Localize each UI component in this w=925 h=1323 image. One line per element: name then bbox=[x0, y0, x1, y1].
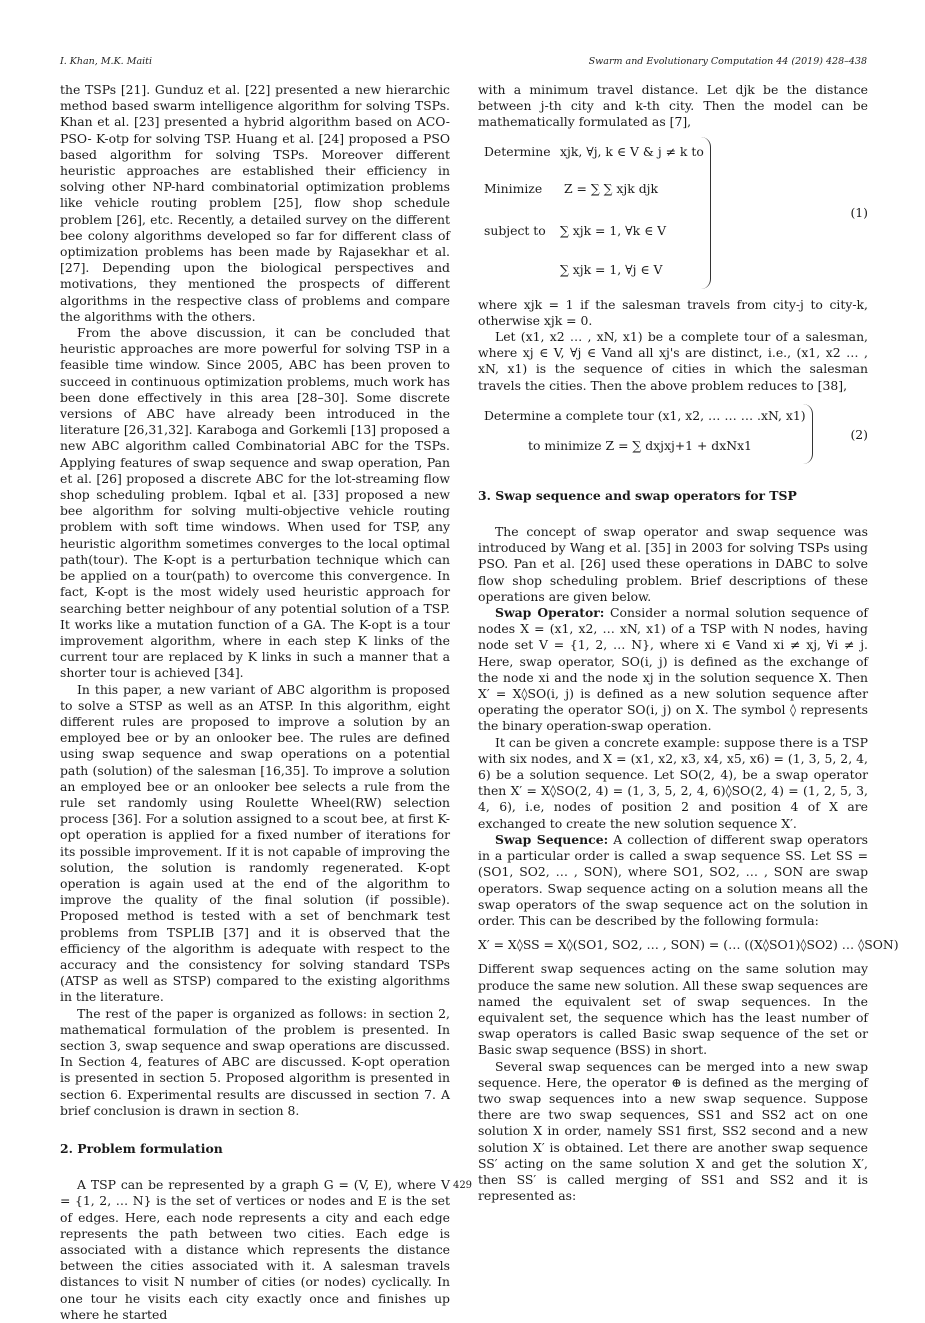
eq1-label: Minimize bbox=[484, 180, 543, 196]
section-heading: 2. Problem formulation bbox=[60, 1141, 223, 1156]
paragraph-text: A collection of different swap operators in a particular order is called a swap sequence SS. Let SS = (SO1, SO2, … , SON), where SO1, SO2, … , SON are swap operators. Swap sequence acting on a solution means all the swap operators of the swap sequence act on the solution in order. This can be described by the following formula: bbox=[478, 831, 868, 928]
eq2-line: to minimize Z = ∑ dxjxj+1 + dxNx1 bbox=[528, 437, 752, 453]
running-header-journal: Swarm and Evolutionary Computation 44 (2019) 428–438 bbox=[588, 56, 867, 67]
equation-number: (2) bbox=[850, 426, 868, 442]
eq1-expr: xjk, ∀j, k ∈ V & j ≠ k to bbox=[560, 143, 704, 159]
eq1-expr: Z = ∑ ∑ xjk djk bbox=[564, 180, 658, 196]
paragraph-text: Consider a normal solution sequence of nodes X = (x1, x2, … xN, x1) of a TSP with N nodes, having node set V = {1, 2, … N}, where xi ∈ Vand xi ≠ xj, ∀i ≠ j. Here, swap operator, SO(i, j) is defined as the exchange of the node xi and the node xj in the solution sequence X. Then X′ = X◊SO(i, j) is defined as a new solution sequence after operating the operator SO(i, j) on X. The symbol ◊ represents the binary operation-swap operation. bbox=[478, 605, 868, 734]
equation-1 bbox=[478, 137, 868, 289]
paragraph: where xjk = 1 if the salesman travels from city-j to city-k, otherwise xjk = 0. bbox=[478, 296, 868, 328]
paragraph: The concept of swap operator and swap sequence was introduced by Wang et al. [35] in 2003 for solving TSPs using PSO. Pan et al. [26] used these operations in DABC to solve flow shop scheduling problem. Brief descriptions of these operations are given below. bbox=[478, 524, 868, 604]
paragraph bbox=[478, 605, 868, 735]
paragraph: with a minimum travel distance. Let djk be the distance between j-th city and k-th city. Then the model can be mathematically formulated as [7], bbox=[478, 82, 868, 130]
paragraph: In this paper, a new variant of ABC algorithm is proposed to solve a STSP as well as an ATSP. In this algorithm, eight different rules are proposed to improve a solution by an employed bee or by an onlooker bee. The rules are defined using swap sequence and swap operations on a potential path (solution) of the salesman [16,35]. To improve a solution an employed bee or an onlooker bee selects a rule from the rule set randomly using Roulette Wheel(RW) selection process [36]. For a solution assigned to a scout bee, at first K-opt operation is applied for a fixed number of iterations for its possible improvement. If it is not capable of improving the solution, the solution is randomly regenerated. K-opt operation is again used at the end of the algorithm to improve the quality of the final solution (if possible). Proposed method is tested with a set of benchmark test problems from TSPLIB [37] and it is observed that the efficiency of the algorithm is adequate with respect to the accuracy and the consistency for solving standard TSPs (ATSP as well as STSP) compared to the existing algorithms in the literature. bbox=[60, 681, 450, 1005]
section-heading: 3. Swap sequence and swap operators for TSP bbox=[478, 487, 797, 503]
page-number: 429 bbox=[452, 1180, 473, 1191]
paragraph: Let (x1, x2 … , xN, x1) be a complete tour of a salesman, where xj ∈ V, ∀j ∈ Vand all xj's are distinct, i.e., (x1, x2 … , xN, x1) is the sequence of cities in which the salesman travels the cities. Then the above problem reduces to [38], bbox=[478, 329, 868, 393]
term-label: Swap Operator: bbox=[495, 605, 605, 621]
display-formula: X′ = X◊SS = X◊(SO1, SO2, … , SON) = (… ((X◊SO1)◊SO2) … ◊SON) bbox=[478, 937, 899, 953]
eq2-line: Determine a complete tour (x1, x2, … … … .xN, x1) bbox=[484, 407, 806, 423]
running-header-authors: I. Khan, M.K. Maiti bbox=[60, 56, 152, 67]
paragraph: the TSPs [21]. Gunduz et al. [22] presented a new hierarchic method based swarm intelligence algorithm for solving TSPs. Khan et al. [23] presented a hybrid algorithm based on ACO- PSO- K-otp for solving TSP. Huang et al. [24] proposed a PSO based algorithm for solving TSPs. Moreover different heuristic approaches are established their efficiency in solving other NP-hard combinatorial optimization problems like vehicle routing problem [25], flow shop schedule problem [26], etc. Recently, a detailed survey on the different bee colony algorithms developed so far for different class of optimization problems has been made by Rajasekhar et al. [27]. Depending upon the biological perspectives and motivations, they mentioned the prospects of different algorithms in the respective class of problems and compare the algorithms with the others. bbox=[60, 82, 450, 324]
paragraph: It can be given a concrete example: suppose there is a TSP with six nodes, and X = (x1, x2, x3, x4, x5, x6) = (1, 3, 5, 2, 4, 6) be a solution sequence. Let SO(2, 4), be a swap operator then X′ = X◊SO(2, 4) = (1, 3, 5, 2, 4, 6)◊SO(2, 4) = (1, 2, 5, 3, 4, 6), i.e, nodes of position 2 and position 4 of X are exchanged to create the new solution sequence X′. bbox=[478, 734, 868, 831]
equation-2 bbox=[478, 404, 868, 466]
paragraph: From the above discussion, it can be concluded that heuristic approaches are more powerful for solving TSP in a feasible time window. Since 2005, ABC has been proven to succeed in continuous optimization problems, much work has been done effectively in this area [28–30]. Some discrete versions of ABC have already been introduced in the literature [26,31,32]. Karaboga and Gorkemli [13] proposed a new ABC algorithm called Combinatorial ABC for the TSPs. Applying features of swap sequence and swap operation, Pan et al. [26] proposed a discrete ABC for the lot-streaming flow shop scheduling problem. Iqbal et al. [33] proposed a new bee algorithm for solving multi-objective vehicle routing problem with soft time windows. When used for TSP, any heuristic algorithm sometimes converges to the local optimal path(tour). The K-opt is a perturbation technique which can be applied on a tour(path) to overcome this convergence. In fact, K-opt is the most widely used heuristic approach for searching better neighbour of any potential solution of a TSP. It works like a mutation function of a GA. The K-opt is a tour improvement algorithm, where in each step K links of the current tour are replaced by K links in such a manner that a shorter tour is achieved [34]. bbox=[60, 325, 450, 681]
term-label: Swap Sequence: bbox=[495, 831, 609, 847]
eq1-expr: ∑ xjk = 1, ∀j ∈ V bbox=[560, 261, 663, 277]
paragraph bbox=[478, 832, 868, 929]
equation-number: (1) bbox=[850, 204, 868, 220]
paragraph: Different swap sequences acting on the same solution may produce the same new solution. All these swap sequences are named the equivalent set of swap sequences. In the equivalent set, the sequence which has the least number of swap operators is called Basic swap sequence of the set or Basic swap sequence (BSS) in short. bbox=[478, 961, 868, 1058]
eq1-expr: ∑ xjk = 1, ∀k ∈ V bbox=[560, 222, 667, 238]
eq1-label: subject to bbox=[484, 222, 546, 238]
paragraph: The rest of the paper is organized as follows: in section 2, mathematical formulation of the problem is presented. In section 3, swap sequence and swap operations are discussed. In Section 4, features of ABC are discussed. K-opt operation is presented in section 5. Proposed algorithm is presented in section 6. Experimental results are discussed in section 7. A brief conclusion is drawn in section 8. bbox=[60, 1005, 450, 1118]
paragraph: A TSP can be represented by a graph G = (V, E), where V = {1, 2, … N} is the set of vertices or nodes and E is the set of edges. Here, each node represents a city and each edge represents the path between two cities. Each edge is associated with a distance which represents the distance between the cities associated with it. A salesman travels distances to visit N number of cities (or nodes) cyclically. In one tour he visits each city exactly once and finishes up where he started bbox=[60, 1177, 450, 1322]
left-column bbox=[60, 82, 450, 1323]
eq1-label: Determine bbox=[484, 143, 551, 159]
paragraph: Several swap sequences can be merged into a new swap sequence. Here, the operator ⊕ is defined as the merging of two swap sequences into a new swap sequence. Suppose there are two swap sequences, SS1 and SS2 act on one solution X in order, namely SS1 first, SS2 second and a new solution X′ is obtained. Let there are another swap sequence SS′ acting on the same solution X and get the solution X′, then SS′ is called merging of SS1 and SS2 and it is represented as: bbox=[478, 1058, 868, 1204]
right-column bbox=[478, 82, 899, 1204]
